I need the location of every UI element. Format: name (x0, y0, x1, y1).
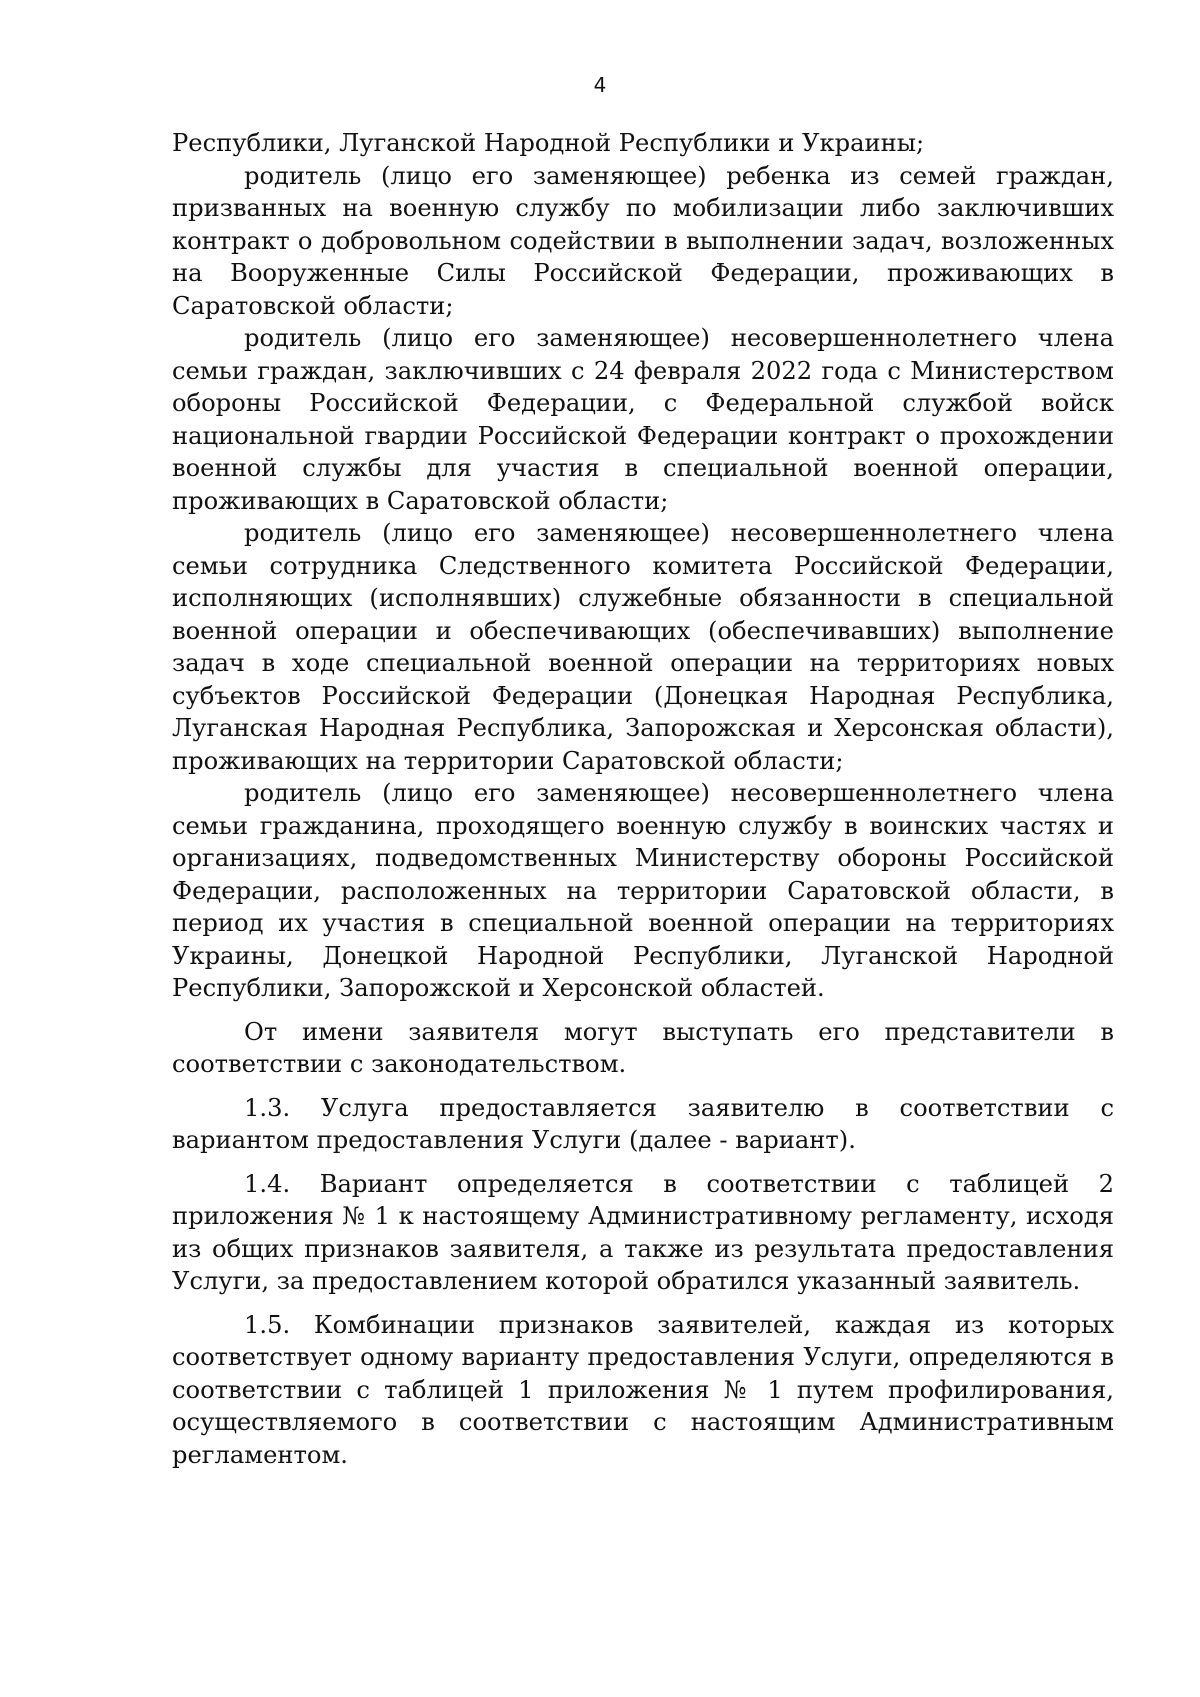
document-body (172, 127, 1114, 1471)
paragraph-representatives: От имени заявителя могут выступать его представители в соответствии с законодательством. (172, 1017, 1114, 1078)
paragraph-parent-mobilized: родитель (лицо его заменяющее) ребенка из семей граждан, призванных на военную службу по мобилизации либо заключивших контракт о добровольном содействии в выполнении задач, возложенных на Вооруженные Силы Российской Федерации, проживающих в Саратовской области; (172, 161, 1114, 320)
paragraph-1-3: 1.3. Услуга предоставляется заявителю в соответствии с вариантом предоставления Услуги (далее - вариант). (172, 1093, 1114, 1154)
paragraph-parent-military-service: родитель (лицо его заменяющее) несовершеннолетнего члена семьи гражданина, проходящего военную службу в воинских частях и организациях, подведомственных Министерству обороны Российской Федерации, расположенных на территории Саратовской области, в период их участия в специальной военной операции на территориях Украины, Донецкой Народной Республики, Луганской Народной Республики, Запорожской и Херсонской областей. (172, 779, 1114, 1002)
paragraph-parent-investigative-committee: родитель (лицо его заменяющее) несовершеннолетнего члена семьи сотрудника Следственного комитета Российской Федерации, исполняющих (исполнявших) служебные обязанности в специальной военной операции и обеспечивающих (обеспечивавших) выполнение задач в ходе специальной военной операции на территориях новых субъектов Российской Федерации (Донецкая Народная Республика, Луганская Народная Республика, Запорожская и Херсонская области), проживающих на территории Саратовской области; (172, 519, 1114, 775)
paragraph-parent-contract: родитель (лицо его заменяющее) несовершеннолетнего члена семьи граждан, заключивших с 24 февраля 2022 года с Министерством обороны Российской Федерации, с Федеральной службой войск национальной гвардии Российской Федерации контракт о прохождении военной службы для участия в специальной военной операции, проживающих в Саратовской области; (172, 324, 1114, 515)
paragraph-1-5: 1.5. Комбинации признаков заявителей, каждая из которых соответствует одному варианту предоставления Услуги, определяются в соответствии с таблицей 1 приложения № 1 путем профилирования, осуществляемого в соответствии с настоящим Административным регламентом. (172, 1310, 1114, 1469)
page-number: 4 (593, 73, 607, 97)
paragraph-continuation: Республики, Луганской Народной Республики и Украины; (172, 129, 925, 157)
paragraph-1-4: 1.4. Вариант определяется в соответствии с таблицей 2 приложения № 1 к настоящему Административному регламенту, исходя из общих признаков заявителя, а также из результата предоставления Услуги, за предоставлением которой обратился указанный заявитель. (172, 1169, 1114, 1295)
